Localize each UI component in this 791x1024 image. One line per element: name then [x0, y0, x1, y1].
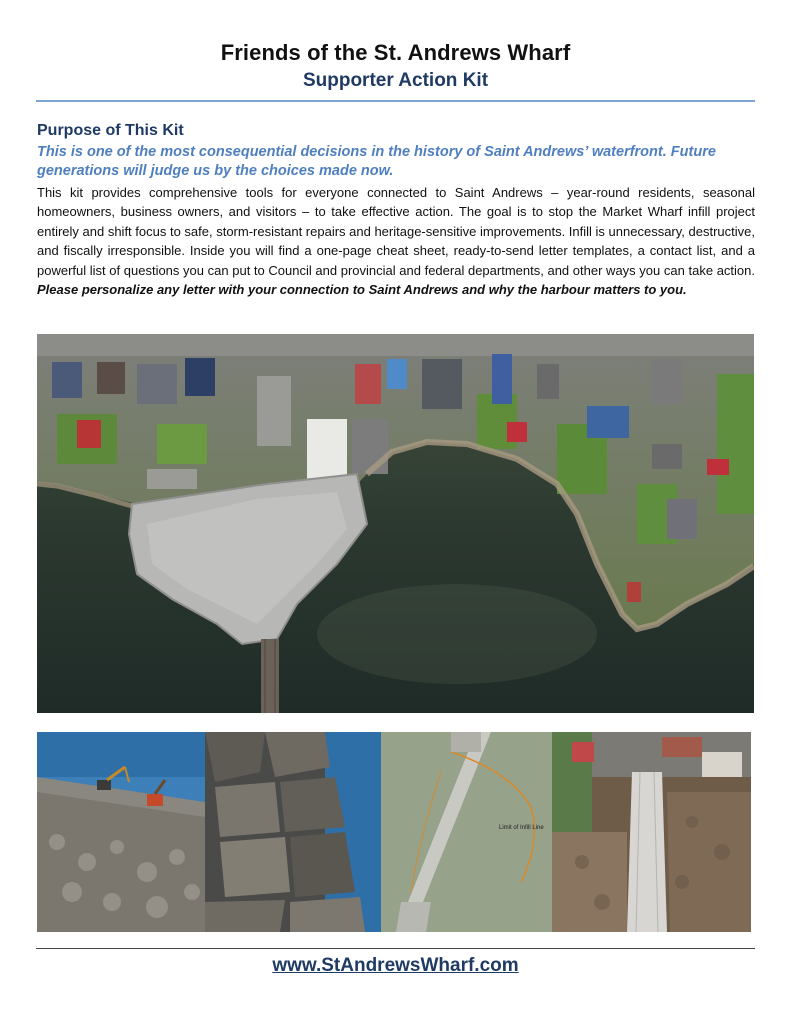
header-divider: [36, 100, 755, 102]
section-heading: Purpose of This Kit: [37, 122, 184, 139]
infill-line-label: Limit of Infill Line: [499, 825, 544, 831]
purpose-body: This kit provides comprehensive tools for everyone connected to Saint Andrews – year-round residents, seasonal homeowners, business owners, and visitors – to take effective action. The goal is to stop the Market Wharf infill project entirely and shift focus to safe, storm-resistant repairs and heritage-sensitive improvements. Infill is unnecessary, destructive, and fiscally irresponsible. Inside you will find a one-page cheat sheet, ready-to-send letter templates, a contact list, and a powerful list of questions you can put to Council and provincial and federal departments, and other ways you can take action.: [37, 185, 755, 278]
tagline: This is one of the most consequential decisions in the history of Saint Andrews’ waterfront. Future generations will judge us by the choices made now.: [37, 144, 716, 179]
purpose-paragraph: [37, 183, 755, 299]
rocks-closeup-photo: [205, 732, 381, 932]
infill-line-aerial-photo: [381, 732, 552, 932]
page-subtitle: Supporter Action Kit: [302, 70, 489, 91]
purpose-emphasis: Please personalize any letter with your connection to Saint Andrews and why the harbour matters to you.: [37, 282, 687, 298]
page-title: Friends of the St. Andrews Wharf: [220, 40, 571, 65]
website-link[interactable]: www.StAndrewsWharf.com: [272, 955, 519, 976]
excavator-breakwater-photo: [37, 732, 205, 932]
footer-divider: [36, 948, 755, 949]
aerial-wharf-photo: [37, 334, 754, 713]
wharf-lowtide-photo: [552, 732, 751, 932]
